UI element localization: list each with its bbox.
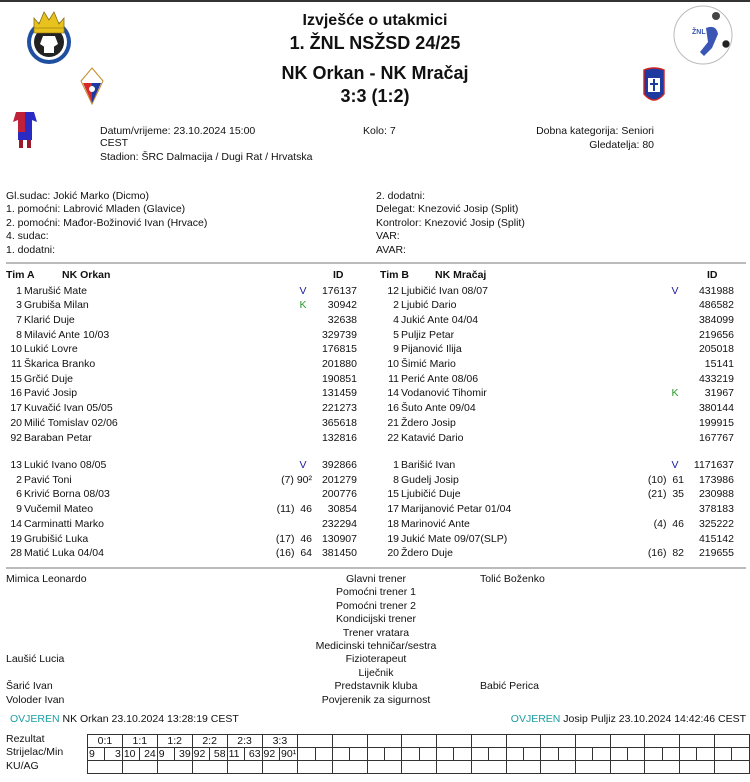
player-id: 221273 [321, 402, 357, 415]
team-b-staff-member: Babić Perica [480, 680, 539, 693]
team-b-label: Tim B [380, 269, 409, 281]
player-number: 9 [16, 503, 22, 516]
player-name: Vodanović Tihomir [401, 387, 487, 400]
player-row [377, 357, 737, 372]
player-number: 11 [388, 372, 399, 385]
player-number: 16 [10, 387, 22, 400]
ku-ag-cell [714, 761, 749, 774]
player-number: 8 [16, 328, 22, 341]
goalkeeper-marker: V [299, 284, 307, 297]
player-number: 11 [11, 358, 22, 370]
substitute-row [0, 517, 360, 532]
goal-minute-cell [385, 748, 402, 761]
player-number: 17 [10, 402, 22, 415]
player-id: 131459 [321, 387, 357, 400]
team-a-staff-member: Voloder Ivan [6, 693, 65, 706]
team-b-verification [500, 713, 746, 725]
player-row [377, 416, 737, 431]
goals-table [87, 734, 750, 774]
player-number: 28 [10, 547, 22, 560]
substitution-info: (11) 46 [276, 503, 312, 516]
player-name: Matić Luka 04/04 [24, 547, 104, 560]
player-name: Baraban Petar [24, 431, 92, 444]
substitution-info: (7) 90² [281, 473, 312, 486]
scorer-number-cell [610, 748, 627, 761]
goal-minute-cell [697, 748, 714, 761]
divider [6, 262, 746, 264]
substitution-info: (4) 46 [653, 517, 684, 530]
label-scorer-minute: Strijelac/Min [6, 746, 64, 759]
substitution-info: (10) 61 [647, 473, 684, 486]
player-id: 176815 [321, 343, 357, 356]
substitute-row [377, 502, 737, 517]
player-id: 486582 [698, 299, 734, 312]
scorer-number-cell [506, 748, 523, 761]
player-name: Ljubičić Duje [401, 488, 461, 501]
staff-role: Liječnik [358, 666, 394, 679]
player-id: 201880 [321, 358, 357, 370]
substitution-info: (16) 64 [275, 547, 312, 560]
player-name: Ljubić Dario [401, 299, 457, 312]
scorer-number-cell: 92 [262, 748, 279, 761]
goal-minute-cell [489, 748, 506, 761]
player-row [0, 372, 360, 387]
scorer-number-cell: 9 [157, 748, 174, 761]
player-id: 325222 [698, 517, 734, 530]
result-cell: 2:2 [192, 735, 227, 748]
player-name: Pavić Toni [24, 473, 72, 486]
result-cell [680, 735, 715, 748]
substitute-row [377, 473, 737, 488]
player-name: Šuto Ante 09/04 [401, 402, 476, 415]
player-row [377, 386, 737, 401]
ku-ag-cell [262, 761, 298, 774]
substitute-row [0, 458, 360, 473]
officials-left [6, 190, 207, 257]
player-number: 13 [10, 459, 22, 471]
goal-minute-cell: 24 [140, 748, 157, 761]
ku-ag-cell [541, 761, 576, 774]
player-id: 132816 [321, 431, 357, 444]
goal-minute-cell: 39 [175, 748, 192, 761]
player-name: Pijanović Ilija [401, 343, 462, 356]
label-ku-ag: KU/AG [6, 759, 39, 772]
staff-role: Predstavnik kluba [334, 680, 418, 693]
official-controller: Kontrolor: Knezović Josip (Split) [376, 216, 525, 229]
official-delegate: Delegat: Knezović Josip (Split) [376, 203, 519, 216]
player-number: 92 [10, 431, 22, 444]
scorer-number-cell [645, 748, 662, 761]
player-id: 431988 [698, 284, 734, 297]
player-number: 2 [393, 299, 399, 312]
scorer-number-cell [714, 748, 731, 761]
player-number: 1 [393, 459, 399, 471]
player-number: 9 [393, 343, 399, 356]
result-cell [298, 735, 333, 748]
player-number: 7 [16, 313, 22, 326]
goals-scorer-row [88, 748, 750, 761]
official-assistant-1: 1. pomoćni: Labrović Mladen (Glavice) [6, 203, 186, 216]
player-row [0, 431, 360, 446]
player-name: Marinović Ante [401, 517, 470, 530]
player-name: Grčić Duje [24, 372, 74, 385]
player-number: 15 [387, 488, 399, 501]
player-id: 176137 [321, 284, 357, 297]
player-id: 433219 [698, 372, 734, 385]
ku-ag-cell [298, 761, 333, 774]
substitution-info: (21) 35 [647, 488, 684, 501]
official-var: VAR: [376, 230, 400, 243]
match-timezone: CEST [100, 137, 129, 149]
top-border [0, 0, 750, 2]
result-cell: 0:1 [88, 735, 123, 748]
player-id: 31967 [704, 387, 734, 400]
player-name: Ždero Duje [401, 547, 453, 560]
scorer-number-cell [437, 748, 454, 761]
team-b-staff-member: Tolić Boženko [480, 573, 545, 585]
player-row [0, 298, 360, 313]
ku-ag-cell [575, 761, 610, 774]
ku-ag-cell [192, 761, 227, 774]
player-number: 15 [10, 372, 22, 385]
goalkeeper-marker: V [671, 284, 679, 297]
player-id: 415142 [698, 532, 734, 545]
team-a-staff-member: Laušić Lucia [6, 653, 65, 666]
player-id: 1171637 [693, 459, 734, 471]
substitute-row [0, 546, 360, 561]
result-cell [402, 735, 437, 748]
match-datetime: Datum/vrijeme: 23.10.2024 15:00 [100, 125, 256, 137]
player-number: 6 [16, 488, 22, 501]
scorer-number-cell [471, 748, 488, 761]
player-row [0, 342, 360, 357]
player-name: Pavić Josip [24, 387, 78, 400]
player-number: 19 [10, 532, 22, 545]
ku-ag-cell [367, 761, 402, 774]
scorer-number-cell: 92 [192, 748, 209, 761]
ku-ag-cell [506, 761, 541, 774]
player-row [377, 328, 737, 343]
team-a-name: NK Orkan [62, 269, 111, 281]
result-cell: 1:2 [157, 735, 192, 748]
player-id: 205018 [698, 343, 734, 356]
ku-ag-cell [680, 761, 715, 774]
player-number: 18 [387, 517, 399, 530]
ku-ag-cell [471, 761, 506, 774]
player-name: Jukić Mate 09/07(SLP) [401, 532, 508, 545]
staff-role: Pomoćni trener 2 [336, 599, 416, 612]
result-cell [506, 735, 541, 748]
player-name: Šimić Mario [401, 358, 456, 370]
goalkeeper-marker: V [671, 459, 679, 471]
player-name: Katavić Dario [401, 431, 464, 444]
official-fourth: 4. sudac: [6, 230, 49, 243]
player-name: Perić Ante 08/06 [401, 372, 479, 385]
player-number: 8 [393, 473, 399, 486]
goal-minute-cell [523, 748, 540, 761]
player-name: Lukić Lovre [24, 343, 78, 356]
player-number: 14 [387, 387, 399, 400]
player-id: 329739 [321, 328, 357, 341]
player-id: 380144 [698, 402, 734, 415]
goalkeeper-marker: V [299, 459, 307, 471]
verified-text-a: NK Orkan 23.10.2024 13:28:19 CEST [62, 713, 239, 725]
age-category: Dobna kategorija: Seniori [536, 125, 654, 137]
jersey-icon [12, 110, 38, 150]
player-row [377, 401, 737, 416]
player-number: 3 [16, 299, 22, 312]
ku-ag-cell [157, 761, 192, 774]
player-number: 17 [387, 503, 399, 516]
player-name: Grubiša Milan [24, 299, 89, 312]
player-id: 384099 [698, 313, 734, 326]
goals-result-row [88, 735, 750, 748]
goals-ku-row [88, 761, 750, 774]
player-row [0, 328, 360, 343]
player-name: Ždero Josip [401, 416, 456, 429]
player-row [0, 386, 360, 401]
label-result: Rezultat [6, 733, 45, 745]
team-a-staff-member: Mimica Leonardo [6, 573, 87, 585]
player-id: 30854 [327, 503, 357, 516]
goal-minute-cell [628, 748, 645, 761]
player-id: 219656 [698, 328, 734, 341]
match-title: NK Orkan - NK Mračaj [281, 63, 469, 83]
player-number: 16 [387, 402, 399, 415]
competition-title: 1. ŽNL NSŽSD 24/25 [289, 33, 461, 53]
officials-right [376, 190, 525, 257]
player-id: 378183 [698, 503, 734, 516]
player-name: Klarić Duje [24, 313, 75, 326]
result-cell: 3:3 [262, 735, 298, 748]
player-row [0, 313, 360, 328]
player-row [377, 313, 737, 328]
player-name: Ljubičić Ivan 08/07 [401, 284, 488, 297]
team-b-name: NK Mračaj [435, 269, 487, 281]
scorer-number-cell [541, 748, 558, 761]
player-name: Carminatti Marko [24, 517, 104, 530]
result-cell [332, 735, 367, 748]
player-number: 19 [387, 532, 399, 545]
team-a-label: Tim A [6, 269, 35, 281]
substitute-row [377, 487, 737, 502]
goals-row-labels [6, 733, 63, 773]
player-number: 20 [10, 416, 22, 429]
player-id: 32638 [327, 313, 357, 326]
result-cell [714, 735, 749, 748]
captain-marker: K [671, 387, 679, 400]
player-id: 167767 [698, 431, 734, 444]
player-id: 190851 [321, 372, 357, 385]
report-title: Izvješće o utakmici [302, 12, 448, 29]
player-name: Marušić Mate [24, 284, 88, 297]
team-b-id-header: ID [707, 269, 718, 281]
captain-marker: K [299, 299, 307, 312]
substitute-row [377, 458, 737, 473]
player-number: 12 [387, 284, 399, 297]
player-id: 365618 [321, 416, 357, 429]
staff-role: Medicinski tehničar/sestra [315, 640, 437, 652]
substitute-row [0, 532, 360, 547]
player-number: 10 [387, 358, 399, 370]
player-name: Škarica Branko [24, 358, 96, 370]
player-id: 200776 [321, 488, 357, 501]
scorer-number-cell: 10 [122, 748, 139, 761]
verified-status-b: OVJEREN [510, 713, 561, 725]
player-number: 20 [387, 547, 399, 560]
goal-minute-cell [419, 748, 436, 761]
ku-ag-cell [88, 761, 123, 774]
substitute-row [0, 473, 360, 488]
player-row [377, 284, 737, 299]
player-number: 22 [387, 431, 399, 444]
ku-ag-cell [227, 761, 262, 774]
player-row [0, 357, 360, 372]
player-number: 10 [10, 343, 22, 356]
player-id: 392866 [321, 459, 357, 471]
official-avar: AVAR: [376, 243, 406, 256]
player-row [0, 401, 360, 416]
goal-minute-cell: 3 [105, 748, 122, 761]
result-cell [367, 735, 402, 748]
player-name: Kuvačić Ivan 05/05 [24, 402, 113, 415]
substitute-row [377, 546, 737, 561]
staff-role: Glavni trener [345, 573, 407, 585]
player-number: 5 [393, 328, 399, 341]
goal-minute-cell [732, 748, 750, 761]
ku-ag-cell [610, 761, 645, 774]
result-cell [610, 735, 645, 748]
player-id: 199915 [698, 416, 734, 429]
staff-role: Kondicijski trener [336, 613, 416, 626]
player-id: 30942 [327, 299, 357, 312]
scorer-number-cell [402, 748, 419, 761]
svg-text:ŽNL: ŽNL [692, 29, 706, 36]
player-number: 2 [16, 473, 22, 486]
goal-minute-cell: 90¹ [281, 748, 297, 760]
goal-minute-cell: 58 [210, 748, 227, 761]
player-name: Gudelj Josip [401, 473, 459, 486]
team-a-verification [10, 713, 239, 725]
ku-ag-cell [645, 761, 680, 774]
player-row [377, 342, 737, 357]
result-cell: 2:3 [227, 735, 262, 748]
staff-role: Povjerenik za sigurnost [321, 693, 431, 706]
ku-ag-cell [437, 761, 472, 774]
team-a-staff-member: Šarić Ivan [6, 680, 53, 693]
player-id: 173986 [698, 473, 734, 486]
substitution-info: (17) 46 [275, 532, 312, 545]
player-id: 130907 [321, 532, 357, 545]
ku-ag-cell [122, 761, 157, 774]
match-stadium: Stadion: ŠRC Dalmacija / Dugi Rat / Hrvatska [100, 151, 313, 163]
player-name: Krivić Borna 08/03 [24, 488, 110, 501]
substitute-row [0, 502, 360, 517]
goal-minute-cell [315, 748, 332, 761]
player-id: 232294 [321, 517, 357, 530]
player-name: Lukić Ivano 08/05 [24, 459, 107, 471]
player-name: Milavić Ante 10/03 [24, 328, 110, 341]
substitute-row [377, 517, 737, 532]
player-row [0, 416, 360, 431]
scorer-number-cell [367, 748, 384, 761]
goal-minute-cell [593, 748, 610, 761]
player-id: 15141 [704, 358, 734, 370]
goal-minute-cell: 63 [245, 748, 262, 761]
official-main-referee: Gl.sudac: Jokić Marko (Dicmo) [6, 190, 149, 202]
match-score: 3:3 (1:2) [340, 86, 410, 106]
match-round: Kolo: 7 [363, 125, 396, 137]
goal-minute-cell [558, 748, 575, 761]
player-id: 201279 [321, 473, 357, 486]
team-a-id-header: ID [333, 269, 344, 281]
scorer-number-cell [332, 748, 349, 761]
result-cell [645, 735, 680, 748]
player-id: 230988 [698, 488, 734, 501]
player-name: Marijanović Petar 01/04 [401, 503, 512, 516]
player-name: Milić Tomislav 02/06 [24, 416, 118, 429]
verified-text-b: Josip Puljiz 23.10.2024 14:42:46 CEST [563, 713, 746, 725]
staff-role: Pomoćni trener 1 [336, 586, 416, 599]
scorer-number-cell [298, 748, 315, 761]
result-cell [437, 735, 472, 748]
staff-role: Fizioterapeut [345, 653, 407, 666]
ku-ag-cell [332, 761, 367, 774]
player-name: Barišić Ivan [401, 459, 456, 471]
ku-ag-cell [402, 761, 437, 774]
official-assistant-2: 2. pomoćni: Mađor-Božinović Ivan (Hrvace) [6, 216, 208, 229]
goal-minute-cell [454, 748, 471, 761]
goal-minute-cell [662, 748, 679, 761]
player-name: Grubišić Luka [24, 532, 89, 545]
result-cell: 1:1 [122, 735, 157, 748]
result-cell [541, 735, 576, 748]
verified-status-a: OVJEREN [10, 713, 60, 725]
substitute-row [377, 532, 737, 547]
official-additional-1: 1. dodatni: [6, 243, 56, 256]
result-cell [471, 735, 506, 748]
player-name: Puljiz Petar [401, 328, 455, 341]
spectators: Gledatelja: 80 [589, 139, 654, 151]
divider [6, 567, 746, 569]
player-number: 21 [387, 416, 399, 429]
player-name: Jukić Ante 04/04 [401, 313, 479, 326]
player-row [377, 431, 737, 446]
result-cell [575, 735, 610, 748]
staff-role: Trener vratara [342, 626, 410, 639]
player-id: 381450 [321, 547, 357, 560]
player-number: 1 [16, 284, 22, 297]
player-row [0, 284, 360, 299]
scorer-number-cell [680, 748, 697, 761]
scorer-number-cell [575, 748, 592, 761]
player-row [377, 372, 737, 387]
player-id: 219655 [698, 547, 734, 560]
substitution-info: (16) 82 [647, 547, 684, 560]
player-number: 14 [10, 517, 22, 530]
substitute-row [0, 487, 360, 502]
scorer-number-cell: 9 [88, 748, 105, 761]
goal-minute-cell [350, 748, 367, 761]
official-additional-2: 2. dodatni: [376, 190, 426, 202]
player-number: 4 [393, 313, 399, 326]
scorer-number-cell: 11 [227, 748, 244, 761]
player-name: Vučemil Mateo [24, 503, 94, 516]
player-row [377, 298, 737, 313]
